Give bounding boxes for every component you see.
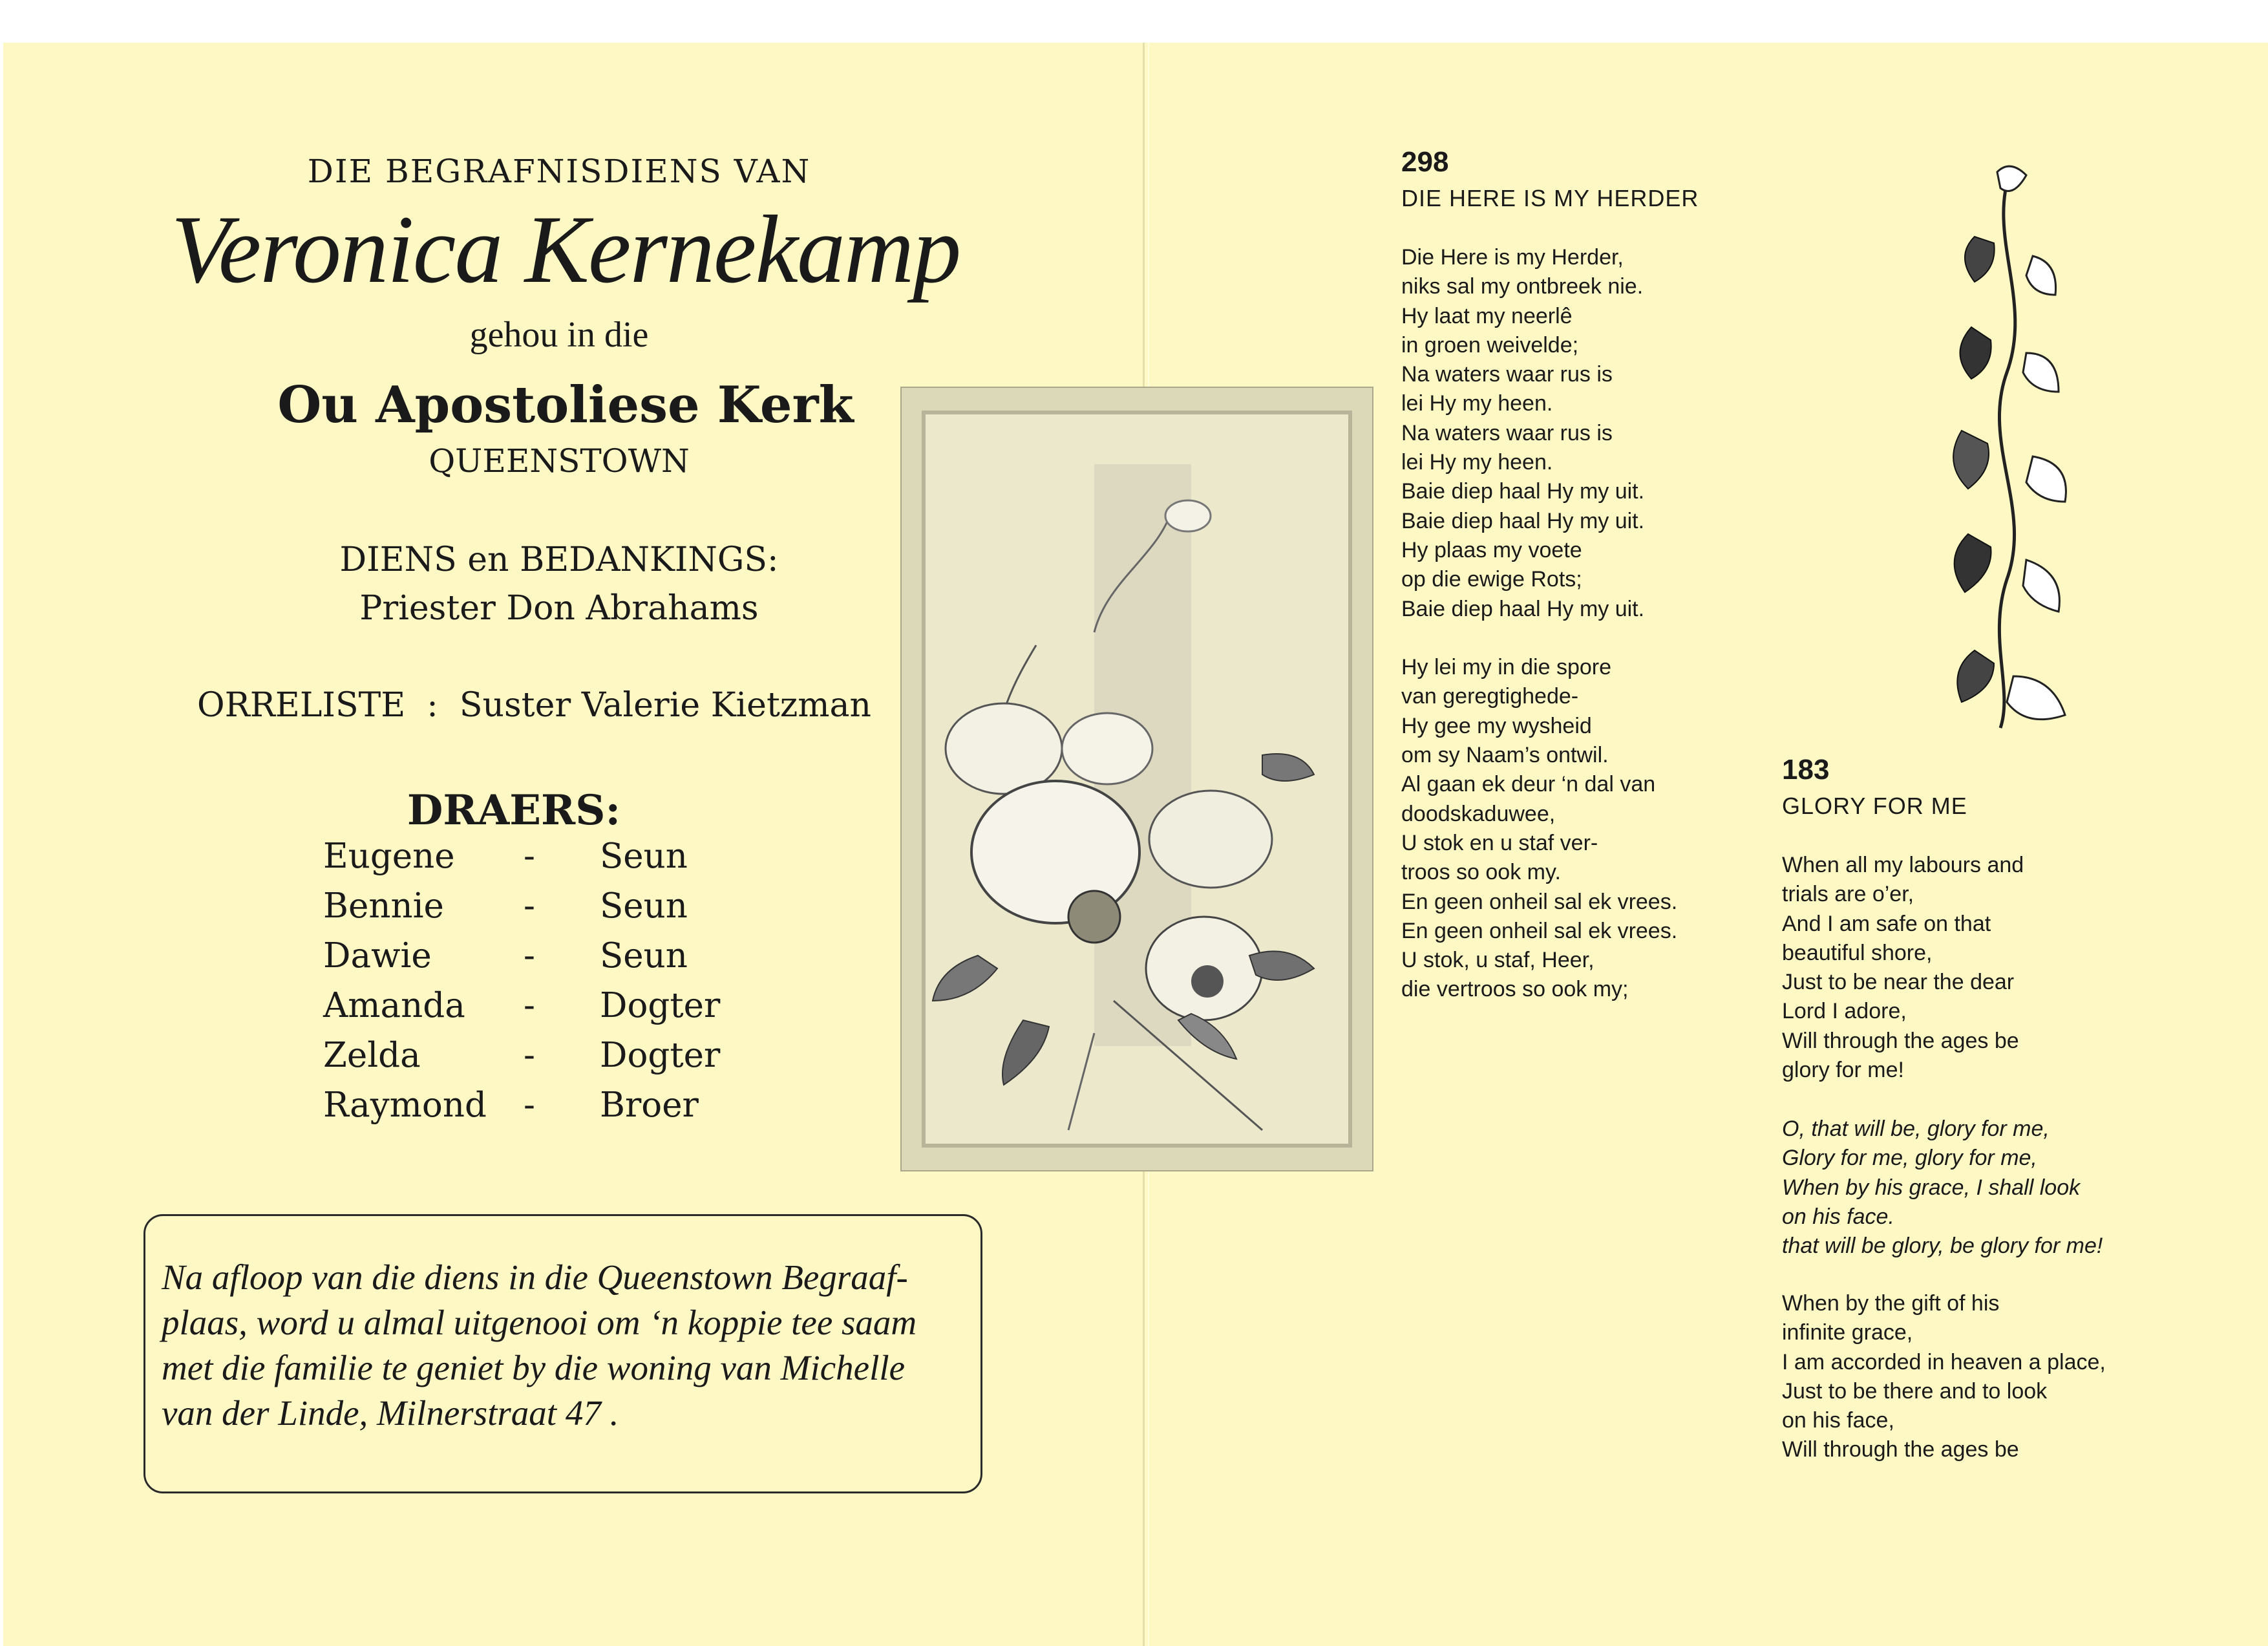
hymn-line: Just to be there and to look [1782, 1378, 2048, 1404]
reception-note-box [143, 1214, 982, 1493]
hymn-line: Die Here is my Herder, [1401, 245, 1624, 270]
hymn-line: Baie diep haal Hy my uit. [1401, 479, 1645, 504]
bearer-dash: - [524, 1085, 535, 1125]
hymn-line: When by his grace, I shall look [1782, 1175, 2081, 1200]
deceased-name: Veronica Kernekamp [171, 196, 960, 303]
hymn-298-text [1401, 243, 1677, 1005]
hymn-183-title: GLORY FOR ME [1782, 793, 1967, 819]
hymn-183-verse-1 [1782, 851, 2024, 1085]
service-heading: DIE BEGRAFNISDIENS VAN [307, 153, 811, 190]
hymn-line: Hy lei my in die spore [1401, 655, 1612, 680]
hymn-line: Na waters waar rus is [1401, 420, 1613, 445]
bearer-dash: - [524, 936, 535, 976]
hymn-line: O, that will be, glory for me, [1782, 1117, 2050, 1141]
bearer-row [323, 1036, 776, 1085]
hymn-line: Hy plaas my voete [1401, 537, 1582, 562]
hymn-line: troos so ook my. [1401, 860, 1561, 885]
bearer-row [323, 936, 776, 986]
hymn-line: Baie diep haal Hy my uit. [1401, 508, 1645, 533]
hymn-line: Will through the ages be [1782, 1028, 2019, 1053]
hymn-line: Lord I adore, [1782, 999, 1907, 1024]
bearer-dash: - [524, 1036, 535, 1075]
town-name: QUEENSTOWN [429, 442, 690, 480]
hymn-line: die vertroos so ook my; [1401, 977, 1629, 1002]
hymn-line: op die ewige Rots; [1401, 567, 1582, 592]
organist-line: ORRELISTE : Suster Valerie Kietzman [197, 686, 872, 725]
church-name: Ou Apostoliese Kerk [277, 376, 854, 434]
hymn-line: on his face, [1782, 1408, 1894, 1433]
hymn-line: U stok en u staf ver- [1401, 830, 1598, 855]
bearer-name: Zelda [323, 1036, 421, 1075]
hymn-line: van geregtighede- [1401, 684, 1579, 709]
hymn-line: En geen onheil sal ek vrees. [1401, 918, 1678, 943]
hymn-line: And I am safe on that [1782, 911, 1991, 936]
hymn-line: Will through the ages be [1782, 1437, 2019, 1462]
bearer-row [323, 886, 776, 936]
hymn-line: that will be glory, be glory for me! [1782, 1234, 2103, 1259]
hymn-line: lei Hy my heen. [1401, 450, 1553, 475]
bearer-row [323, 1085, 776, 1135]
hymn-line: U stok, u staf, Heer, [1401, 948, 1595, 973]
hymn-line: niks sal my ontbreek nie. [1401, 274, 1644, 299]
hymn-line: Al gaan ek deur ‘n dal van [1401, 772, 1656, 797]
vine-illustration [1936, 159, 2084, 741]
bearer-relation: Seun [600, 886, 688, 926]
bearer-dash: - [524, 886, 535, 926]
bearers-title: DRAERS: [407, 786, 621, 835]
bearer-relation: Seun [600, 837, 688, 876]
hymn-line: infinite grace, [1782, 1320, 1913, 1345]
bearer-name: Bennie [323, 886, 444, 926]
bearer-name: Eugene [323, 837, 455, 876]
funeral-program-sheet [3, 43, 2268, 1646]
hymn-183-verse-2 [1782, 1289, 2106, 1465]
hymn-183-chorus [1782, 1115, 2103, 1261]
bearer-dash: - [524, 837, 535, 876]
hymn-line: Hy gee my wysheid [1401, 713, 1592, 738]
hymn-line: I am accorded in heaven a place, [1782, 1349, 2106, 1374]
bearer-relation: Dogter [600, 1036, 721, 1075]
hymn-line: om sy Naam’s ontwil. [1401, 743, 1609, 768]
bearer-name: Amanda [323, 986, 465, 1025]
hymn-183-number: 183 [1782, 754, 1830, 786]
service-label: DIENS en BEDANKINGS: [339, 540, 779, 579]
bearer-dash: - [524, 986, 535, 1025]
held-in-text: gehou in die [469, 315, 649, 355]
reception-note-text: Na afloop van die diens in die Queenstown Begraaf- plaas, word u almal uitgenooi om ‘n koppie tee saam met die familie te geniet by die woning van Michelle van der Linde, Milnerstraat 47 . [162, 1257, 917, 1433]
bearer-relation: Broer [600, 1085, 699, 1125]
hymn-line: doodskaduwee, [1401, 801, 1556, 826]
service-person: Priester Don Abrahams [359, 589, 759, 628]
hymn-line: beautiful shore, [1782, 940, 1933, 965]
hymn-line: lei Hy my heen. [1401, 391, 1553, 416]
hymn-line: When all my labours and [1782, 853, 2024, 877]
hymn-line: in groen weivelde; [1401, 332, 1579, 358]
stanza-gap [1401, 624, 1677, 653]
bearer-row [323, 837, 776, 886]
bearer-name: Raymond [323, 1085, 487, 1125]
hymn-line: glory for me! [1782, 1058, 1904, 1083]
hymn-298-title: DIE HERE IS MY HERDER [1401, 185, 1699, 211]
hymn-line: trials are o’er, [1782, 882, 1914, 907]
bearer-name: Dawie [323, 936, 432, 976]
bearer-relation: Seun [600, 936, 688, 976]
hymn-line: Na waters waar rus is [1401, 362, 1613, 387]
hymn-line: on his face. [1782, 1204, 1894, 1229]
hymn-line: When by the gift of his [1782, 1291, 2000, 1316]
bearer-row [323, 986, 776, 1036]
hymn-line: Hy laat my neerlê [1401, 303, 1573, 328]
hymn-line: Just to be near the dear [1782, 970, 2015, 995]
floral-illustration [900, 387, 1373, 1171]
hymn-line: En geen onheil sal ek vrees. [1401, 889, 1678, 914]
hymn-line: Baie diep haal Hy my uit. [1401, 596, 1645, 621]
bearers-list [323, 837, 776, 1135]
hymn-line: Glory for me, glory for me, [1782, 1146, 2037, 1171]
bearer-relation: Dogter [600, 986, 721, 1025]
hymn-298-number: 298 [1401, 146, 1449, 178]
